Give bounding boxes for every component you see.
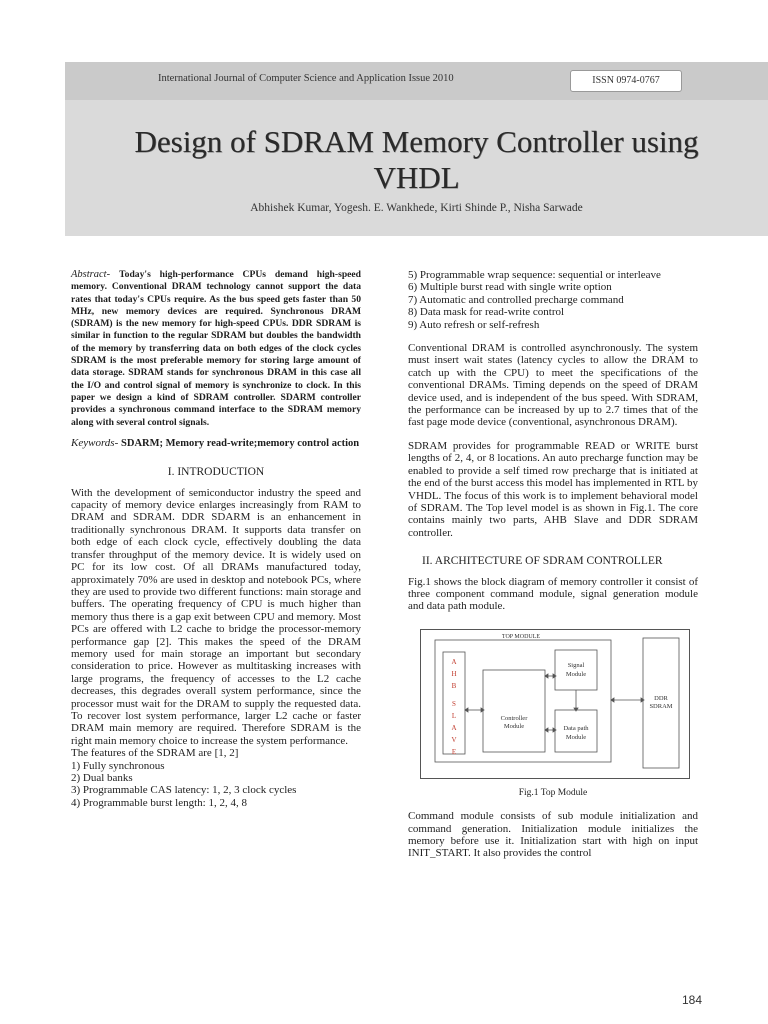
- ahb-letter: H: [451, 669, 457, 678]
- controller-label-2: Module: [503, 722, 525, 730]
- ahb-letter: L: [451, 711, 457, 720]
- paragraph-sdram-burst: SDRAM provides for programmable READ or WRITE burst lengths of 2, 4, or 8 locations. An auto precharge function may be enabled to provide a self timed row precharge that is initiated at the end of the burst access this model has implemented in RTL by VHDL. The focus of this work is to implement behavioral model of SDRAM. The Top level model is as shown in Fig.1. The core contains mainly two parts, AHB Slave and DDR SDRAM controller.: [408, 439, 698, 539]
- ahb-slave-label: [451, 658, 456, 756]
- title-line-1: Design of SDRAM Memory Controller using: [134, 124, 699, 159]
- block-diagram: [421, 630, 689, 778]
- issn-badge: ISSN 0974-0767: [570, 70, 682, 92]
- signal-label-2: Module: [565, 670, 587, 678]
- ahb-letter: B: [451, 681, 457, 690]
- title-line-2: VHDL: [373, 160, 460, 195]
- page-number: 184: [682, 993, 703, 1007]
- intro-heading: I. INTRODUCTION: [167, 466, 265, 479]
- list-item: 6) Multiple burst read with single write option: [408, 281, 612, 294]
- journal-name: International Journal of Computer Science and Application Issue 2010: [158, 73, 454, 84]
- list-item: 2) Dual banks: [71, 772, 133, 785]
- list-item: 8) Data mask for read-write control: [408, 306, 565, 319]
- ahb-letter: A: [451, 657, 457, 666]
- ahb-letter: A: [451, 723, 457, 732]
- controller-module-box: [483, 670, 545, 752]
- features-list-left: [71, 760, 361, 810]
- list-item: 1) Fully synchronous: [71, 759, 165, 772]
- abstract-text: Today's high-performance CPUs demand high-speed memory. Conventional DRAM technology cannot support the data rates that today's CPUs require. As the bus speed gets faster than 50 MHz, new memory devices are required. Synchronous DRAM (SDRAM) is the new memory for high-speed CPUs. DDR SDRAM is similar in function to the regular SDRAM but doubles the bandwidth of the memory by transferring data on both edges of the clock cycles SDRAM is the most preferable memory for storing large amount of data storage. SDRAM stands for synchronous DRAM in this case all the I/O and control signal of memory is synchronize to clock. In this paper we design a kind of SDRAM controller. SDARM controller provides a synchronous command interface to the SDRAM memory along with several control signals.: [71, 269, 362, 428]
- right-column: [408, 269, 698, 860]
- features-list-right: [408, 269, 698, 331]
- top-module-box: [435, 640, 611, 762]
- list-item: 4) Programmable burst length: 1, 2, 4, 8: [71, 796, 247, 809]
- architecture-heading: II. ARCHITECTURE OF SDRAM CONTROLLER: [422, 555, 663, 568]
- keywords-lead: Keywords-: [71, 436, 119, 449]
- list-item: 3) Programmable CAS latency: 1, 2, 3 clock cycles: [71, 784, 297, 797]
- top-module-label: TOP MODULE: [501, 633, 541, 640]
- paragraph-conventional-dram: Conventional DRAM is controlled asynchronously. The system must insert wait states (latency cycles to allow the DRAM to catch up with the CPU) to meet the specifications of the conventional DRAMs. Timing depends on the speed of DRAM device used, and is independent of the bus speed. With SDRAM, the performance can be increased by up to 2.7 times that of the fast page mode device (conventional, asynchronous DRAM).: [408, 342, 698, 429]
- ddr-label-2: SDRAM: [649, 702, 673, 710]
- list-item: 9) Auto refresh or self-refresh: [408, 318, 540, 331]
- figure-caption: Fig.1 Top Module: [518, 787, 588, 798]
- ahb-letter: V: [451, 735, 457, 744]
- diagram-arrows: [465, 674, 644, 732]
- figure-top-module: [420, 629, 690, 779]
- datapath-label-2: Module: [565, 733, 587, 741]
- intro-paragraph: With the development of semiconductor industry the speed and capacity of memory device enlarges increasingly from RAM to DRAM and SDRAM. DDR SDARM is an enhancement in traditionally synchronous DRAM. It supports data transfer on both edge of each clock cycle, effectively doubling the data transfer throughput of the memory device. It is widely used on PC for its low cost. Of all DRAMs manufactured today, approximately 70% are used in desktop and notebook PCs, where they are used to provide two different functions: main storage and buffers. The operating frequency of CPU is much higher than memory thus there is a gap exit between CPU and memory. Most PCs are offered with L2 cache to bridge the processor-memory performance gap [2]. This makes the speed of the DRAM memory used for main storage an important but secondary consideration to price. However as multitasking increases with large programs, the frequency of accesses to the L2 cache decreases, this degrades overall system performance, since the processor must wait for the DRAM to supply the requested data. To recover lost system performance, larger L2 cache or faster DRAM main memory are required. Therefore SDRAM is the right main memory choice to increase the system performance.: [71, 486, 361, 747]
- controller-label-1: Controller: [500, 714, 528, 722]
- signal-label-1: Signal: [567, 661, 585, 669]
- paper-title: [65, 124, 768, 196]
- abstract-lead: Abstract-: [71, 269, 111, 280]
- authors: Abhishek Kumar, Yogesh. E. Wankhede, Kirti Shinde P., Nisha Sarwade: [250, 202, 583, 214]
- signal-module-box: [555, 650, 597, 690]
- left-column: [71, 269, 361, 809]
- paragraph-fig-intro: Fig.1 shows the block diagram of memory controller it consist of three component command module, signal generation module and data path module.: [408, 575, 698, 613]
- ddr-label-1: DDR: [654, 694, 668, 702]
- ahb-letter: E: [451, 747, 457, 756]
- paragraph-command-module: Command module consists of sub module initialization and command generation. Initialization module initializes the memory before use it. Initialization start with high on input INIT_START. It also provides the control: [408, 810, 698, 860]
- features-intro: The features of the SDRAM are [1, 2]: [71, 747, 239, 760]
- abstract: [71, 269, 361, 429]
- ahb-letter: S: [452, 699, 456, 708]
- list-item: 5) Programmable wrap sequence: sequential or interleave: [408, 269, 661, 281]
- keywords: [71, 437, 361, 450]
- list-item: 7) Automatic and controlled precharge command: [408, 293, 624, 306]
- datapath-label-1: Data path: [563, 724, 589, 732]
- keywords-text: SDARM; Memory read-write;memory control action: [121, 437, 360, 449]
